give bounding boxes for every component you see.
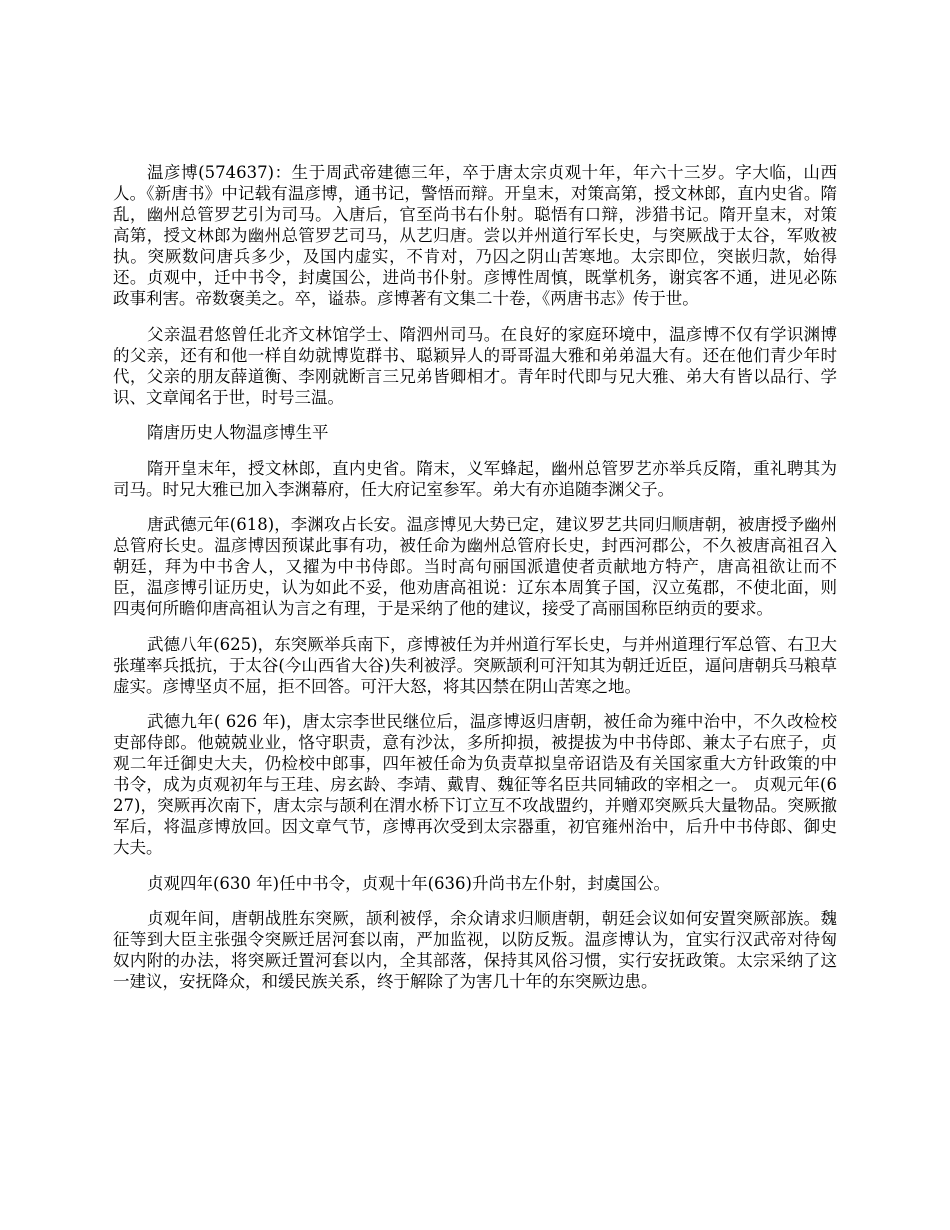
paragraph-zhenguan-turks-policy: 贞观年间，唐朝战胜东突厥，颉利被俘，余众请求归顺唐朝，朝廷会议如何安置突厥部族。魏征等到大臣主张强令突厥迁居河套以南，严加监视，以防反叛。温彦博认为，宜实行汉武帝对待匈奴内附的办法，将突厥迁置河套以内，全其部落，保持其风俗习惯，实行安抚政策。太宗采纳了这一建议，安抚降众，和缓民族关系，终于解除了为害几十年的东突厥边患。 [113,909,837,991]
paragraph-family-background: 父亲温君悠曾任北齐文林馆学士、隋泗州司马。在良好的家庭环境中，温彦博不仅有学识渊博的父亲，还有和他一样自幼就博览群书、聪颖异人的哥哥温大雅和弟弟温大有。还在他们青少年时代，父亲的朋友薛道衡、李刚就断言三兄弟皆卿相才。青年时代即与兄大雅、弟大有皆以品行、学识、文章闻名于世，时号三温。 [113,324,837,407]
paragraph-wude-eighth-year: 武德八年(625)，东突厥举兵南下，彦博被任为并州道行军长史，与并州道理行军总管、右卫大张瑾率兵抵抗，于太谷(今山西省大谷)失利被浮。突厥颉利可汗知其为朝迁近臣，逼问唐朝兵马粮草虚实。彦博坚贞不屈，拒不回答。可汗大怒，将其囚禁在阴山苦寒之地。 [113,634,837,696]
paragraph-zhenguan-fourth-year: 贞观四年(630 年)任中书令，贞观十年(636)升尚书左仆射，封虞国公。 [147,873,670,893]
paragraph-biography-summary: 温彦博(574637)：生于周武帝建德三年，卒于唐太宗贞观十年，年六十三岁。字大临，山西人。《新唐书》中记载有温彦博，通书记，警悟而辩。开皇末，对策高第，授文林郎，直内史省。隋乱，幽州总管罗艺引为司马。入唐后，官至尚书右仆射。聪悟有口辩，涉猎书记。隋开皇末，对策高第，授文林郎为幽州总管罗艺司马，从艺归唐。尝以并州道行军长史，与突厥战于太谷，军败被执。突厥数问唐兵多少，及国内虚实，不肯对，乃囚之阴山苦寒地。太宗即位，突嵌归款，始得还。贞观中，迁中书令，封虞国公，进尚书仆射。彦博性周慎，既掌机务，谢宾客不通，进见必陈政事利害。帝数褒美之。卒，谥恭。彦博著有文集二十卷，《两唐书志》传于世。 [113,163,837,308]
paragraph-wude-ninth-year: 武德九年( 626 年)，唐太宗李世民继位后，温彦博返归唐朝，被任命为雍中治中，不久改检校吏部侍郎。他兢兢业业，恪守职责，意有沙汰，多所抑损，被提拔为中书侍郎、兼太子右庶子，贞观二年迁御史大夫，仍检校中郎事，四年被任命为负责草拟皇帝诏诰及有关国家重大方针政策的中书令，成为贞观初年与王珪、房玄龄、李靖、戴胄、魏征等名臣共同辅政的宰相之一。 贞观元年(627)，突厥再次南下，唐太宗与颉利在渭水桥下订立互不攻战盟约，并赠邓突厥兵大量物品。突厥撤军后，将温彦博放回。因文章气节，彦博再次受到太宗器重，初官雍州治中，后升中书侍郎、御史大夫。 [113,712,837,857]
paragraph-sui-career: 隋开皇末年，授文林郎，直内史省。隋末，义军蜂起，幽州总管罗艺亦举兵反隋，重礼聘其为司马。时兄大雅已加入李渊幕府，任大府记室参军。弟大有亦追随李渊父子。 [113,458,837,499]
paragraph-wude-first-year: 唐武德元年(618)，李渊攻占长安。温彦博见大势已定，建议罗艺共同归顺唐朝，被唐授予幽州总管府长史。温彦博因预谋此事有功，被任命为幽州总管府长史，封西河郡公，不久被唐高祖召入朝廷，拜为中书舍人，又擢为中书侍郎。当时高句丽国派遣使者贡献地方特产，唐高祖欲让而不臣，温彦博引证历史，认为如此不妥，他劝唐高祖说：辽东本周箕子国，汉立菟郡，不使北面，则四夷何所瞻仰唐高祖认为言之有理，于是采纳了他的建议，接受了高丽国称臣纳贡的要求。 [113,515,837,618]
document-body [113,162,837,1007]
section-heading: 隋唐历史人物温彦博生平 [147,423,329,442]
